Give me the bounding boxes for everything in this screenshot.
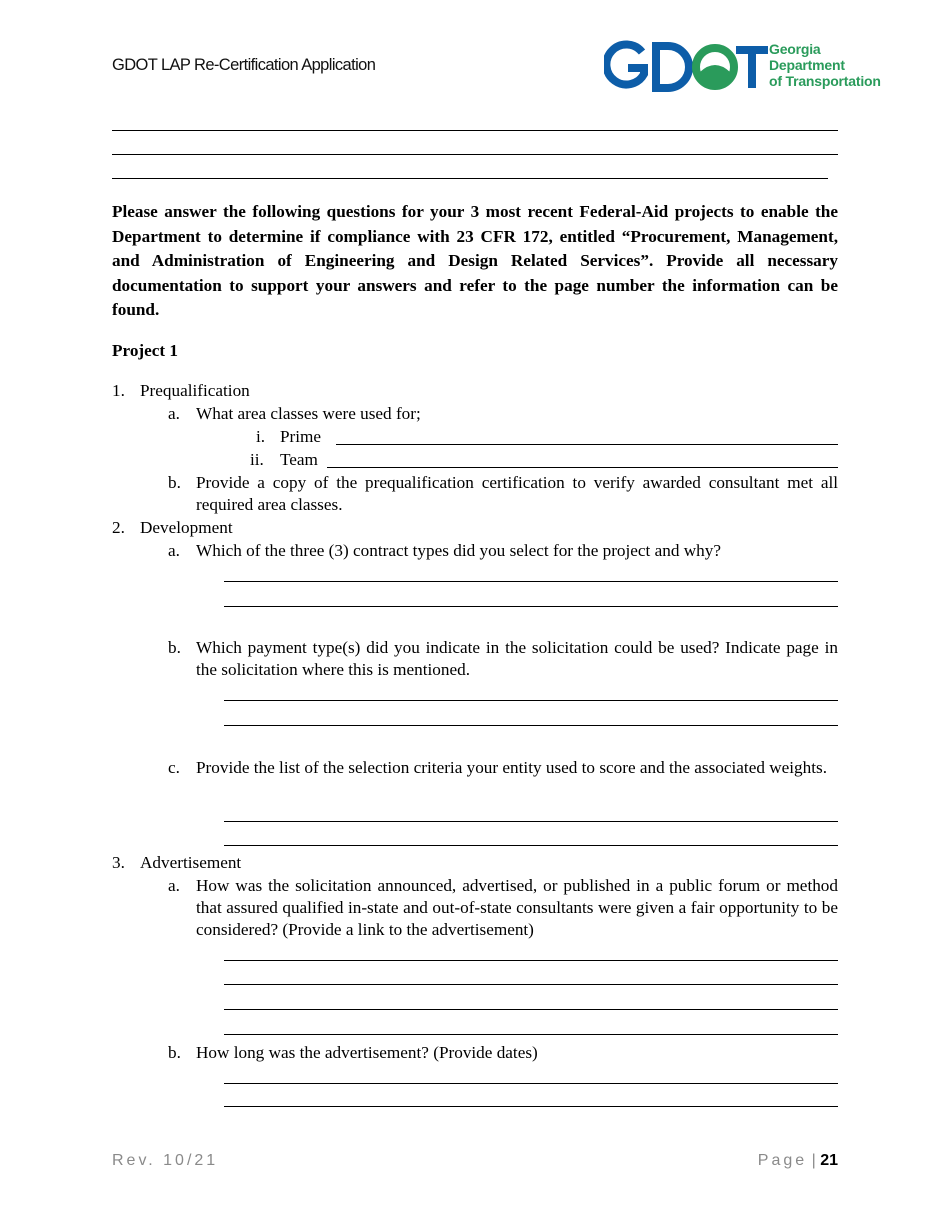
item-letter: a. <box>168 541 180 560</box>
answer-line[interactable] <box>224 845 838 846</box>
answer-line[interactable] <box>112 178 828 179</box>
answer-line[interactable] <box>224 581 838 582</box>
subitem-label-team: Team <box>280 450 318 469</box>
item-text: How was the solicitation announced, advertised, or published in a public forum or method that assured qualified in-state and out-of-state consultants were given a fair opportunity to be considered? (Provide a link to the advertisement) <box>196 876 838 939</box>
item-letter: b. <box>168 1043 181 1062</box>
document-header-title: GDOT LAP Re-Certification Application <box>112 56 376 74</box>
answer-line[interactable] <box>112 130 838 131</box>
item-text: What area classes were used for; <box>196 404 421 423</box>
section-number: 1. <box>112 381 125 400</box>
section-number: 2. <box>112 518 125 537</box>
logo-line-2: Department <box>769 57 845 73</box>
item-letter: c. <box>168 758 180 777</box>
answer-line[interactable] <box>224 725 838 726</box>
section-title: Advertisement <box>140 853 242 872</box>
item-text: Provide the list of the selection criteria your entity used to score and the associated weights. <box>196 758 827 777</box>
answer-line[interactable] <box>224 960 838 961</box>
subitem-label-prime: Prime <box>280 427 322 446</box>
logo-line-1: Georgia <box>769 41 821 57</box>
item-letter: a. <box>168 876 180 895</box>
item-letter: a. <box>168 404 180 423</box>
answer-line[interactable] <box>224 606 838 607</box>
item-text: How long was the advertisement? (Provide dates) <box>196 1043 538 1062</box>
answer-line[interactable] <box>224 1034 838 1035</box>
project-heading: Project 1 <box>112 341 179 360</box>
revision-label: Rev. 10/21 <box>112 1152 219 1169</box>
subitem-numeral: i. <box>256 427 266 446</box>
answer-line[interactable] <box>224 984 838 985</box>
subitem-numeral: ii. <box>250 450 264 469</box>
page-number-footer <box>758 1152 838 1170</box>
answer-line[interactable] <box>224 700 838 701</box>
answer-line[interactable] <box>224 1083 838 1084</box>
section-title: Development <box>140 518 233 537</box>
team-answer-line[interactable] <box>327 467 838 468</box>
answer-line[interactable] <box>112 154 838 155</box>
gdot-logo-mark <box>604 40 769 96</box>
instructions-paragraph: Please answer the following questions for your 3 most recent Federal-Aid projects to enable the Department to determine if compliance with 23 CFR 172, entitled “Procurement, Management, and Administration of Engineering and Design Related Services”. Provide all necessary documentation to support your answers and refer to the page number the information can be found. <box>112 202 838 320</box>
answer-line[interactable] <box>224 1009 838 1010</box>
item-text: Which of the three (3) contract types did you select for the project and why? <box>196 541 721 560</box>
item-letter: b. <box>168 638 181 657</box>
logo-line-3: of Transportation <box>769 73 881 89</box>
section-title: Prequalification <box>140 381 250 400</box>
item-text: Provide a copy of the prequalification certification to verify awarded consultant met all required area classes. <box>196 473 838 514</box>
answer-line[interactable] <box>224 1106 838 1107</box>
gdot-logo-wordmark <box>769 41 881 89</box>
answer-line[interactable] <box>224 821 838 822</box>
page-separator: | <box>811 1152 816 1169</box>
page-label: Page <box>757 1152 808 1169</box>
page-number: 21 <box>820 1152 838 1169</box>
item-letter: b. <box>168 473 181 492</box>
gdot-logo <box>604 40 894 96</box>
prime-answer-line[interactable] <box>336 444 838 445</box>
item-text: Which payment type(s) did you indicate in the solicitation could be used? Indicate page in the solicitation where this is mentioned. <box>196 638 838 679</box>
section-number: 3. <box>112 853 125 872</box>
